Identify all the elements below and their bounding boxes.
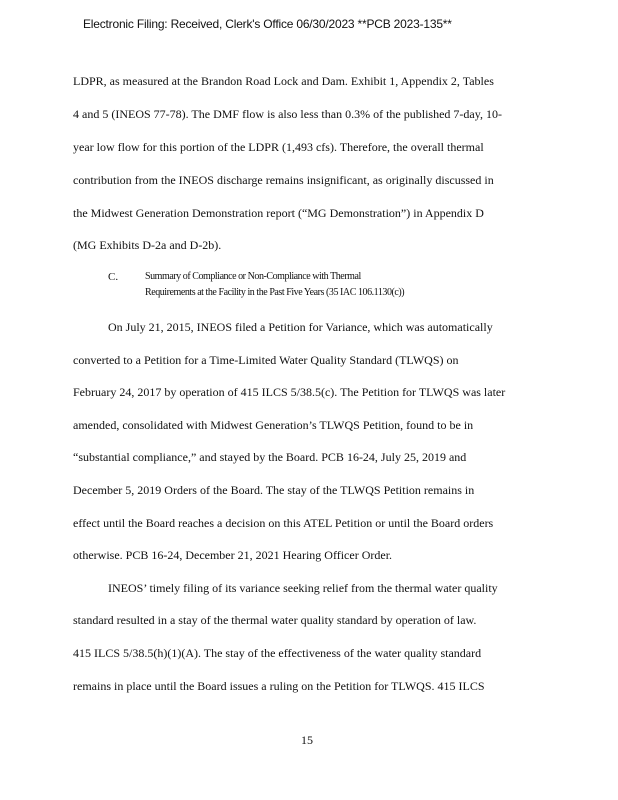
- body-line: the Midwest Generation Demonstration report (“MG Demonstration”) in Appendix D: [73, 206, 484, 220]
- section-heading: Requirements at the Facility in the Past Five Years (35 IAC 106.1130(c)): [145, 287, 405, 298]
- section-letter: C.: [108, 271, 119, 283]
- paragraph-line: “substantial compliance,” and stayed by the Board. PCB 16-24, July 25, 2019 and: [73, 450, 467, 464]
- filing-stamp-header: Electronic Filing: Received, Clerk's Office 06/30/2023 **PCB 2023-135**: [83, 17, 452, 31]
- paragraph-line: February 24, 2017 by operation of 415 ILCS 5/38.5(c). The Petition for TLWQS was later: [73, 385, 506, 399]
- body-line: contribution from the INEOS discharge remains insignificant, as originally discussed in: [73, 173, 494, 187]
- body-line: (MG Exhibits D-2a and D-2b).: [73, 238, 222, 252]
- paragraph-line: December 5, 2019 Orders of the Board. The stay of the TLWQS Petition remains in: [73, 483, 475, 497]
- paragraph-line: otherwise. PCB 16-24, December 21, 2021 Hearing Officer Order.: [73, 548, 393, 562]
- page-number: 15: [301, 733, 313, 747]
- section-heading: Summary of Compliance or Non-Compliance with Thermal: [145, 271, 361, 282]
- paragraph-line: converted to a Petition for a Time-Limited Water Quality Standard (TLWQS) on: [73, 353, 459, 367]
- paragraph-line: amended, consolidated with Midwest Generation’s TLWQS Petition, found to be in: [73, 418, 474, 432]
- paragraph-line: On July 21, 2015, INEOS filed a Petition for Variance, which was automatically: [108, 320, 493, 334]
- paragraph-line: effect until the Board reaches a decision on this ATEL Petition or until the Board orders: [73, 516, 494, 530]
- paragraph-line: 415 ILCS 5/38.5(h)(1)(A). The stay of the effectiveness of the water quality standard: [73, 646, 482, 660]
- paragraph-line: standard resulted in a stay of the thermal water quality standard by operation of law.: [73, 613, 477, 627]
- body-line: year low flow for this portion of the LDPR (1,493 cfs). Therefore, the overall thermal: [73, 140, 484, 154]
- body-line: 4 and 5 (INEOS 77-78). The DMF flow is also less than 0.3% of the published 7-day, 10-: [73, 107, 502, 121]
- paragraph-line: remains in place until the Board issues a ruling on the Petition for TLWQS. 415 ILCS: [73, 679, 485, 693]
- paragraph-line: INEOS’ timely filing of its variance seeking relief from the thermal water quality: [108, 581, 498, 595]
- body-line: LDPR, as measured at the Brandon Road Lock and Dam. Exhibit 1, Appendix 2, Tables: [73, 74, 494, 88]
